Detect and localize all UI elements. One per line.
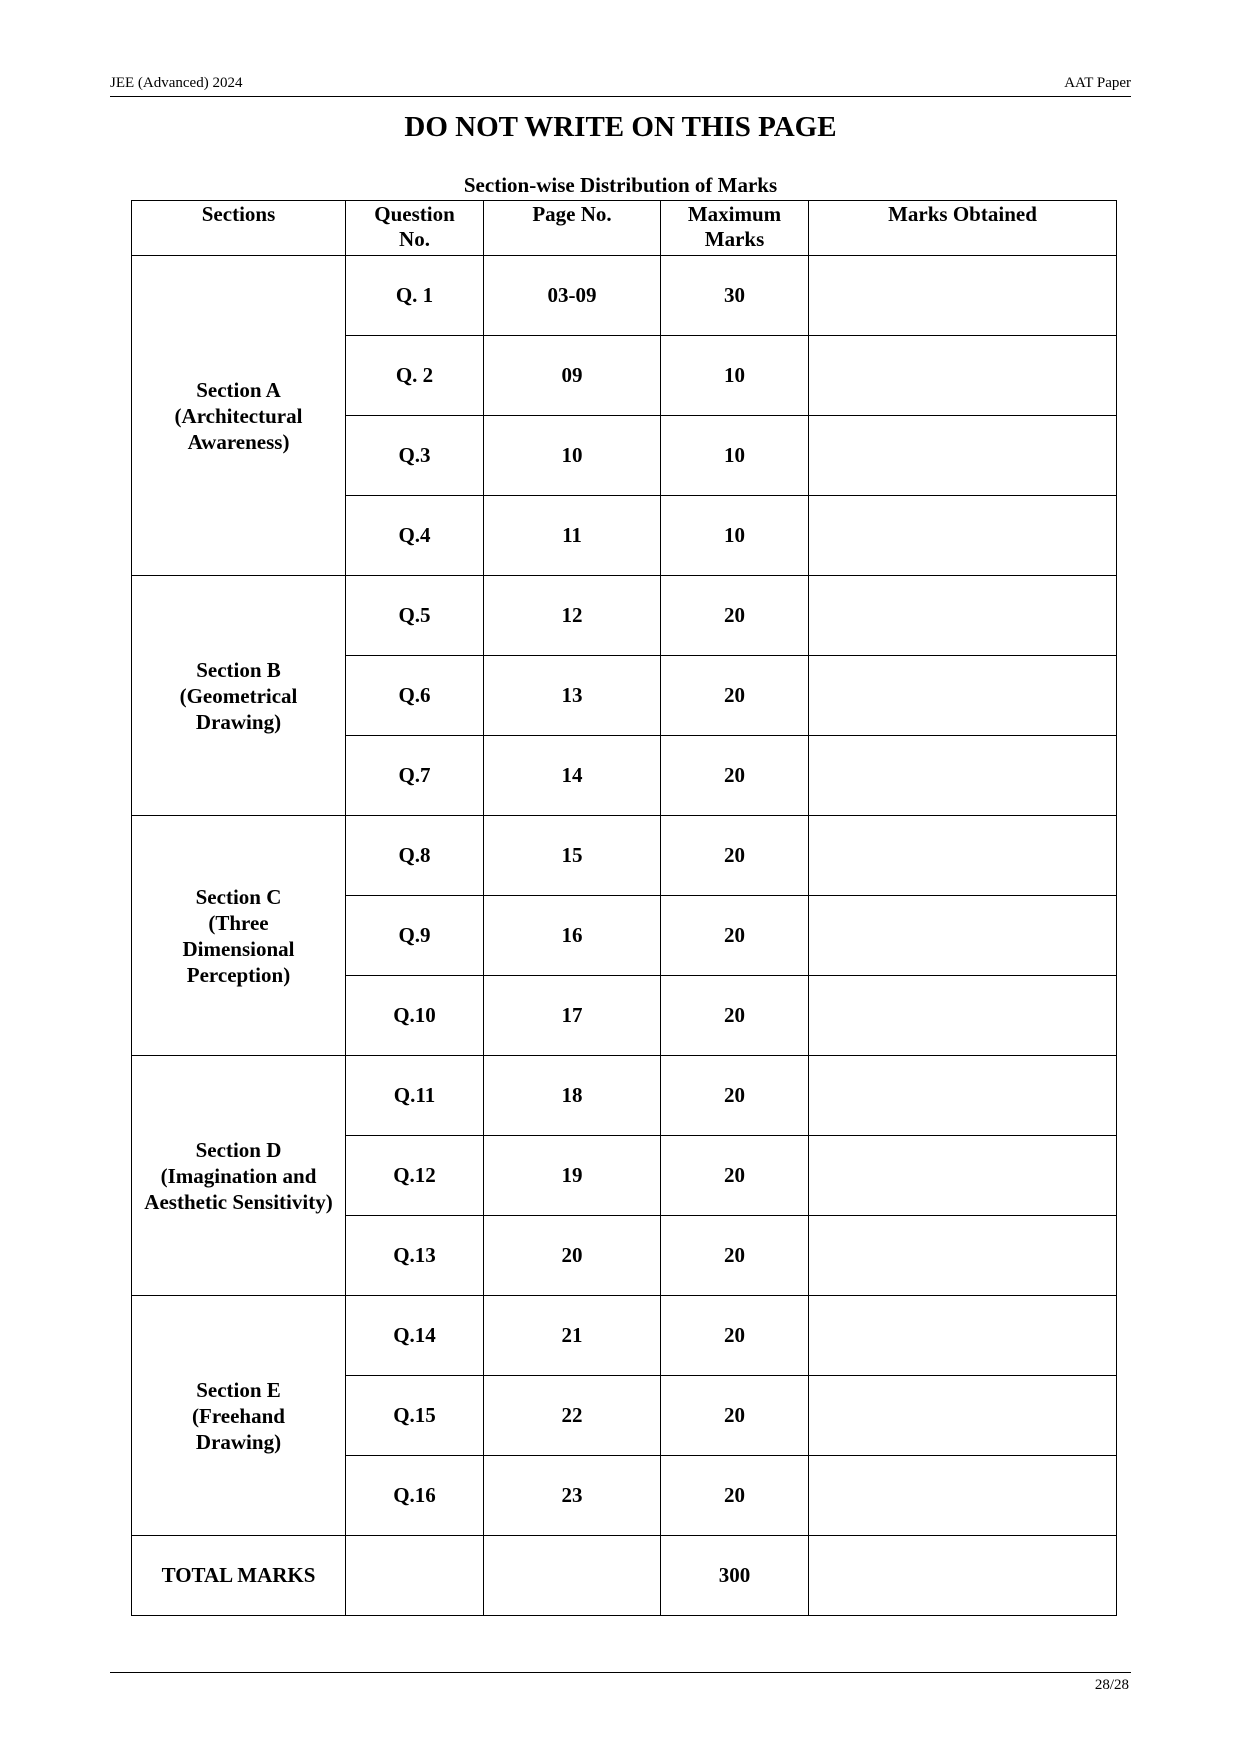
marks-obtained-cell bbox=[809, 496, 1117, 576]
question-no-cell: Q.5 bbox=[346, 576, 484, 656]
table-row bbox=[132, 1296, 1117, 1376]
total-row bbox=[132, 1536, 1117, 1616]
page-no-cell: 10 bbox=[484, 416, 661, 496]
section-c-label: Section C (Three Dimensional Perception) bbox=[132, 816, 346, 1056]
page-no-cell: 16 bbox=[484, 896, 661, 976]
header-divider bbox=[110, 96, 1131, 97]
question-no-cell: Q. 1 bbox=[346, 256, 484, 336]
question-no-cell: Q.10 bbox=[346, 976, 484, 1056]
max-marks-cell: 20 bbox=[661, 1056, 809, 1136]
page-number: 28/28 bbox=[1094, 1677, 1129, 1693]
page-no-cell: 21 bbox=[484, 1296, 661, 1376]
question-no-cell: Q.9 bbox=[346, 896, 484, 976]
page-no-cell: 19 bbox=[484, 1136, 661, 1216]
question-no-cell: Q.6 bbox=[346, 656, 484, 736]
max-marks-cell: 30 bbox=[661, 256, 809, 336]
max-marks-cell: 10 bbox=[661, 496, 809, 576]
column-header-page-no: Page No. bbox=[484, 201, 661, 256]
max-marks-cell: 20 bbox=[661, 576, 809, 656]
question-no-cell: Q.8 bbox=[346, 816, 484, 896]
column-header-maximum-marks: Maximum Marks bbox=[661, 201, 809, 256]
max-marks-cell: 20 bbox=[661, 816, 809, 896]
page-no-cell: 13 bbox=[484, 656, 661, 736]
table-row bbox=[132, 816, 1117, 896]
max-marks-cell: 20 bbox=[661, 1296, 809, 1376]
table-header-row bbox=[132, 201, 1117, 256]
page-title: DO NOT WRITE ON THIS PAGE bbox=[404, 111, 837, 143]
marks-obtained-cell bbox=[809, 816, 1117, 896]
max-marks-cell: 10 bbox=[661, 336, 809, 416]
max-marks-cell: 20 bbox=[661, 1136, 809, 1216]
question-no-cell: Q.13 bbox=[346, 1216, 484, 1296]
marks-obtained-cell bbox=[809, 1456, 1117, 1536]
max-marks-cell: 20 bbox=[661, 736, 809, 816]
marks-obtained-cell bbox=[809, 736, 1117, 816]
footer-divider bbox=[110, 1672, 1131, 1673]
page-no-cell: 23 bbox=[484, 1456, 661, 1536]
section-e-label: Section E (Freehand Drawing) bbox=[132, 1296, 346, 1536]
marks-obtained-cell bbox=[809, 1296, 1117, 1376]
max-marks-cell: 20 bbox=[661, 1456, 809, 1536]
marks-obtained-cell bbox=[809, 1376, 1117, 1456]
column-header-question-no: Question No. bbox=[346, 201, 484, 256]
marks-distribution-table bbox=[131, 200, 1117, 1616]
page-no-cell: 14 bbox=[484, 736, 661, 816]
header-exam-name: JEE (Advanced) 2024 bbox=[110, 75, 243, 91]
page-no-cell: 09 bbox=[484, 336, 661, 416]
page-no-cell: 22 bbox=[484, 1376, 661, 1456]
page-no-cell: 12 bbox=[484, 576, 661, 656]
page-no-cell: 11 bbox=[484, 496, 661, 576]
column-header-marks-obtained: Marks Obtained bbox=[809, 201, 1117, 256]
question-no-cell: Q. 2 bbox=[346, 336, 484, 416]
marks-obtained-cell bbox=[809, 656, 1117, 736]
page-no-cell: 20 bbox=[484, 1216, 661, 1296]
table-row bbox=[132, 256, 1117, 336]
question-no-cell: Q.16 bbox=[346, 1456, 484, 1536]
marks-obtained-cell bbox=[809, 416, 1117, 496]
table-row bbox=[132, 1056, 1117, 1136]
max-marks-cell: 20 bbox=[661, 1376, 809, 1456]
total-page-no-cell bbox=[484, 1536, 661, 1616]
marks-obtained-cell bbox=[809, 976, 1117, 1056]
max-marks-cell: 20 bbox=[661, 976, 809, 1056]
marks-obtained-cell bbox=[809, 1216, 1117, 1296]
total-max-marks-cell: 300 bbox=[661, 1536, 809, 1616]
marks-obtained-cell bbox=[809, 1136, 1117, 1216]
question-no-cell: Q.3 bbox=[346, 416, 484, 496]
total-marks-obtained-cell bbox=[809, 1536, 1117, 1616]
marks-obtained-cell bbox=[809, 896, 1117, 976]
header-paper-name: AAT Paper bbox=[1064, 75, 1131, 91]
marks-obtained-cell bbox=[809, 1056, 1117, 1136]
question-no-cell: Q.14 bbox=[346, 1296, 484, 1376]
question-no-cell: Q.11 bbox=[346, 1056, 484, 1136]
section-a-label: Section A (Architectural Awareness) bbox=[132, 256, 346, 576]
page-no-cell: 17 bbox=[484, 976, 661, 1056]
page-no-cell: 15 bbox=[484, 816, 661, 896]
section-d-label: Section D (Imagination and Aesthetic Sensitivity) bbox=[132, 1056, 346, 1296]
max-marks-cell: 20 bbox=[661, 1216, 809, 1296]
marks-obtained-cell bbox=[809, 256, 1117, 336]
question-no-cell: Q.15 bbox=[346, 1376, 484, 1456]
table-caption: Section-wise Distribution of Marks bbox=[463, 173, 778, 197]
question-no-cell: Q.4 bbox=[346, 496, 484, 576]
max-marks-cell: 20 bbox=[661, 896, 809, 976]
total-marks-label: TOTAL MARKS bbox=[132, 1536, 346, 1616]
marks-obtained-cell bbox=[809, 336, 1117, 416]
page-no-cell: 18 bbox=[484, 1056, 661, 1136]
marks-obtained-cell bbox=[809, 576, 1117, 656]
question-no-cell: Q.7 bbox=[346, 736, 484, 816]
question-no-cell: Q.12 bbox=[346, 1136, 484, 1216]
max-marks-cell: 20 bbox=[661, 656, 809, 736]
table-row bbox=[132, 576, 1117, 656]
page-no-cell: 03-09 bbox=[484, 256, 661, 336]
section-b-label: Section B (Geometrical Drawing) bbox=[132, 576, 346, 816]
max-marks-cell: 10 bbox=[661, 416, 809, 496]
total-question-no-cell bbox=[346, 1536, 484, 1616]
column-header-sections: Sections bbox=[132, 201, 346, 256]
